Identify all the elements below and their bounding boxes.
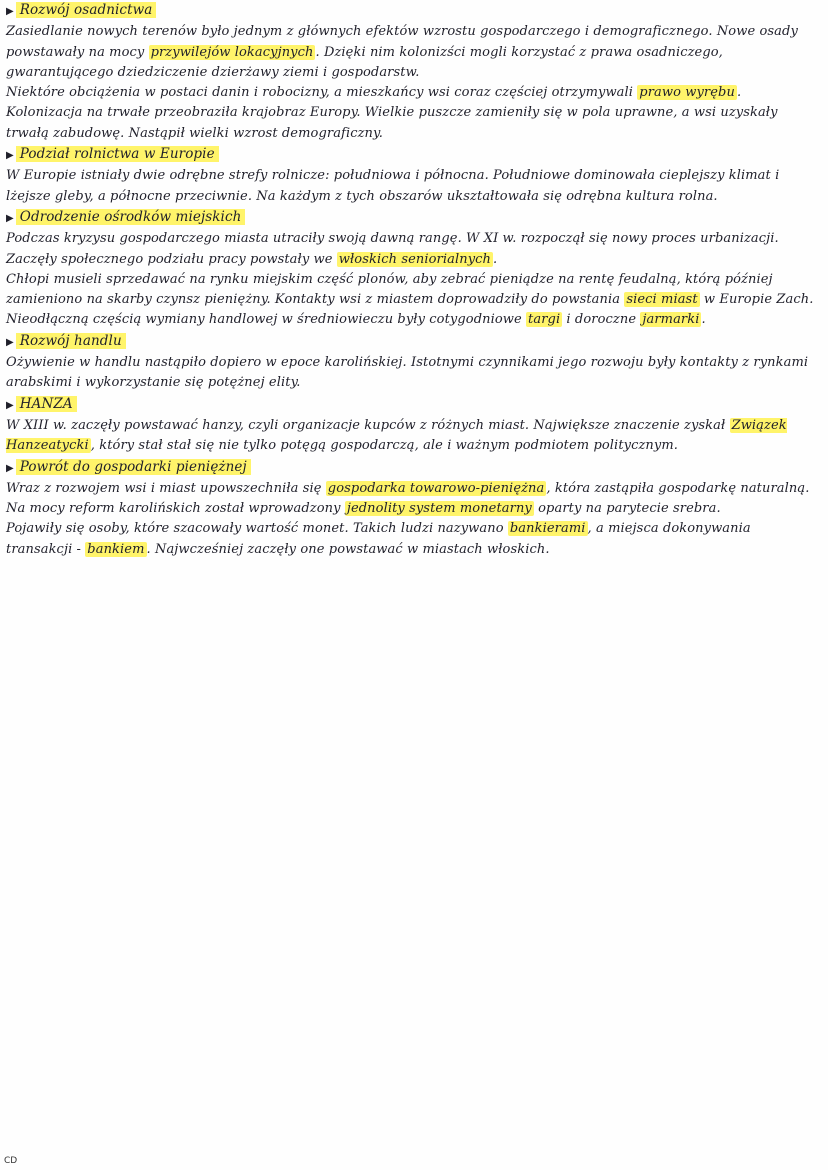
highlighted-term: bankiem (87, 541, 145, 557)
highlighted-term: przywilejów lokacyjnych (150, 44, 314, 60)
note-paragraph (6, 479, 818, 499)
note-text: . Najwcześniej zaczęły one powstawać w miastach włoskich. (146, 541, 550, 557)
note-text: Zasiedlanie nowych terenów było jednym z głównych efektów wzrostu gospodarczego i demograficznego. Nowe osady powstawały na mocy (6, 24, 798, 60)
note-text: , który stał stał się nie tylko potęgą gospodarczą, ale i ważnym podmiotem politycznym. (90, 438, 678, 454)
section-heading-text: Odrodzenie ośrodków miejskich (16, 209, 246, 225)
note-paragraph (6, 22, 818, 83)
highlighted-term: sieci miast (626, 292, 698, 308)
note-text: W Europie istniały dwie odrębne strefy rolnicze: południowa i północna. Południowe dominowała cieplejszy klimat i lżejsze gleby, a północne przeciwnie. Na każdym z tych obszarów ukształtowała się odrębna kultura rolna. (6, 168, 780, 204)
section-heading (6, 394, 818, 416)
note-text: . (493, 251, 498, 267)
section-heading-text: Rozwój handlu (16, 333, 126, 349)
highlighted-term: bankierami (509, 521, 586, 537)
note-paragraph (6, 499, 818, 519)
note-paragraph (6, 310, 818, 330)
note-paragraph (6, 166, 818, 207)
note-text: . Kolonizacja na trwałe przeobraziła krajobraz Europy. Wielkie puszcze zamieniły się w pola uprawne, a wsi uzyskały trwałą zabudowę. Nastąpił wielki wzrost demograficzny. (6, 85, 778, 141)
section-heading-text: Powrót do gospodarki pieniężnej (16, 459, 251, 475)
note-paragraph (6, 353, 818, 394)
highlighted-term: gospodarka towarowo-pieniężna (327, 480, 545, 496)
note-text: Na mocy reform karolińskich został wprowadzony (6, 501, 345, 517)
note-paragraph (6, 229, 818, 270)
note-text: , a miejsca dokonywania transakcji - (6, 521, 751, 557)
section-heading (6, 457, 818, 479)
highlighted-term: prawo wyrębu (639, 85, 735, 101)
note-text: Ożywienie w handlu nastąpiło dopiero w epoce karolińskiej. Istotnymi czynnikami jego rozwoju były kontakty z rynkami arabskimi i wykorzystanie się potężnej elity. (6, 355, 809, 391)
note-paragraph (6, 416, 818, 457)
note-paragraph (6, 83, 818, 144)
note-text: Podczas kryzysu gospodarczego miasta utraciły swoją dawną rangę. W XI w. rozpoczął się nowy proces urbanizacji. Zaczęły społecznego podziału pracy powstały we (6, 231, 779, 267)
triangle-bullet-icon: ▶ (6, 462, 14, 474)
section-heading-text: HANZA (16, 396, 77, 412)
note-text: Nieodłączną częścią wymiany handlowej w średniowieczu były cotygodniowe (6, 312, 527, 328)
triangle-bullet-icon: ▶ (6, 212, 14, 224)
section-heading-text: Podział rolnictwa w Europie (16, 146, 219, 162)
highlighted-term: jarmarki (642, 312, 700, 328)
note-text: . (701, 312, 706, 328)
section-heading (6, 0, 818, 22)
note-text: w Europie Zach. (699, 292, 814, 308)
note-text: W XIII w. zaczęły powstawać hanzy, czyli organizacje kupców z różnych miast. Największe znaczenie zyskał (6, 417, 730, 433)
note-text: . Dzięki nim kolonizści mogli korzystać z prawa osadniczego, gwarantującego dziedziczenie dzierżawy ziemi i gospodarstw. (6, 44, 723, 80)
triangle-bullet-icon: ▶ (6, 6, 14, 17)
note-paragraph (6, 270, 818, 311)
note-text: Wraz z rozwojem wsi i miast upowszechniła się (6, 480, 326, 496)
section-heading (6, 207, 818, 229)
triangle-bullet-icon: ▶ (6, 336, 14, 348)
note-text: i doroczne (562, 312, 641, 328)
section-heading (6, 144, 818, 166)
note-paragraph (6, 519, 818, 560)
handwritten-notes (6, 0, 818, 560)
highlighted-term: włoskich seniorialnych (338, 251, 491, 267)
note-text: Chłopi musieli sprzedawać na rynku miejskim część plonów, aby zebrać pieniądze na rentę feudalną, którą później zamieniono na skarby czynsz pieniężny. Kontakty wsi z miastem doprowadziły do powstania (6, 271, 773, 308)
section-heading-text: Rozwój osadnictwa (16, 2, 157, 18)
section-heading (6, 331, 818, 353)
note-text: Pojawiły się osoby, które szacowały wartość monet. Takich ludzi nazywano (6, 521, 508, 537)
note-text: Niektóre obciążenia w postaci danin i robocizny, a mieszkańcy wsi coraz częściej otrzymywali (6, 85, 638, 101)
highlighted-term: Związek Hanzeatycki (6, 417, 787, 454)
note-text: , która zastąpiła gospodarkę naturalną. (546, 480, 810, 496)
note-text: oparty na parytecie srebra. (533, 501, 721, 517)
highlighted-term: targi (528, 312, 561, 328)
page-mark: CD (4, 1156, 18, 1166)
highlighted-term: jednolity system monetarny (346, 501, 532, 517)
triangle-bullet-icon: ▶ (6, 399, 14, 411)
triangle-bullet-icon: ▶ (6, 150, 14, 162)
